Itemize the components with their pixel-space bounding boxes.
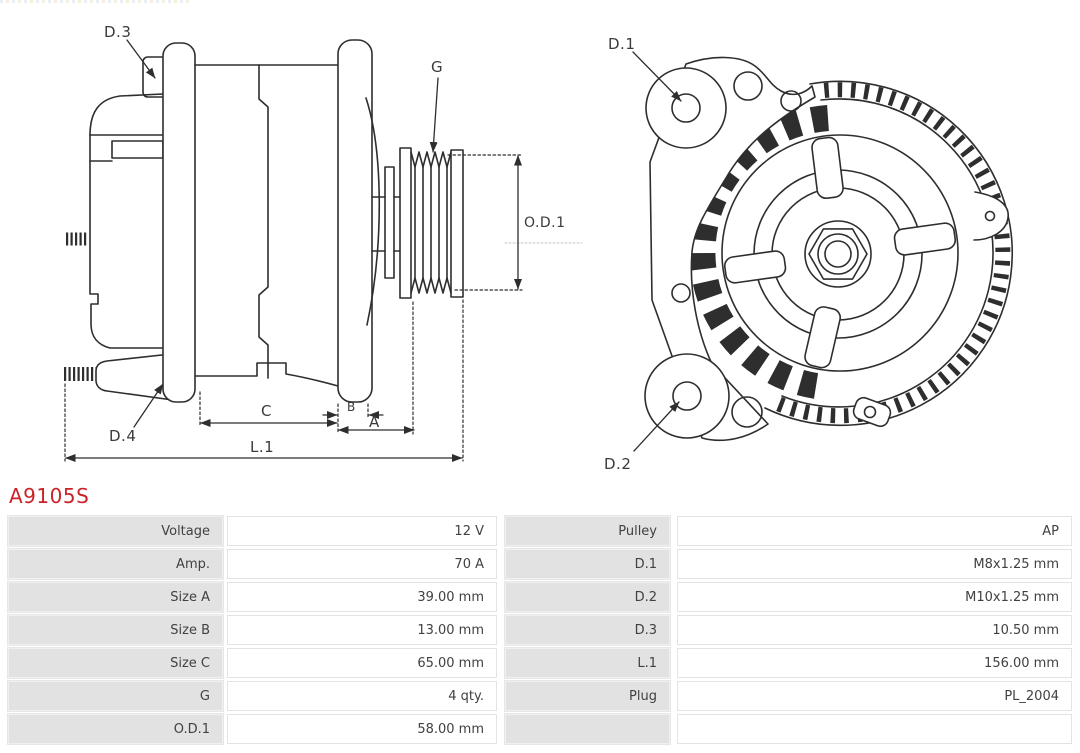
spec-label-cell: Plug [505,681,670,711]
spec-value-cell: 12 V [227,516,497,546]
spec-value-cell [677,714,1072,744]
spec-label-cell: Voltage [8,516,223,546]
spec-label-cell: Size B [8,615,223,645]
spec-value-cell: AP [677,516,1072,546]
spec-value-cell: PL_2004 [677,681,1072,711]
label-d4: D.4 [109,427,137,445]
spec-label-cell [505,714,670,744]
spec-label-cell: D.1 [505,549,670,579]
table-row [8,714,1072,744]
spec-label-cell: Pulley [505,516,670,546]
spec-label-cell: D.2 [505,582,670,612]
rear-housing [90,57,163,348]
spec-value-cell: M8x1.25 mm [677,549,1072,579]
spec-label-cell: Amp. [8,549,223,579]
label-d2: D.2 [604,455,632,473]
spec-value-cell: 4 qty. [227,681,497,711]
spec-label-cell: D.3 [505,615,670,645]
pulley-side [400,148,463,298]
spec-label-cell: Size C [8,648,223,678]
mounting-ear-front [338,40,372,402]
housing-body [195,65,338,386]
label-a: A [369,413,380,431]
table-row [8,582,1072,612]
spec-value-cell: 156.00 mm [677,648,1072,678]
spec-value-cell: 13.00 mm [227,615,497,645]
label-g: G [431,58,444,76]
spec-value-cell: 70 A [227,549,497,579]
table-row [8,648,1072,678]
label-b: B [347,400,356,414]
table-row [8,549,1072,579]
table-row [8,516,1072,546]
spec-label-cell: Size A [8,582,223,612]
spec-value-cell: 65.00 mm [227,648,497,678]
label-l1: L.1 [250,438,275,456]
table-row [8,615,1072,645]
front-view-diagram [633,52,1012,451]
spec-value-cell: M10x1.25 mm [677,582,1072,612]
label-c: C [261,402,272,420]
side-view-diagram [64,40,582,461]
spec-label-cell: O.D.1 [8,714,223,744]
spec-value-cell: 58.00 mm [227,714,497,744]
label-od1: O.D.1 [524,215,566,231]
mounting-ear-rear [163,43,195,402]
label-d3: D.3 [104,23,132,41]
label-d1: D.1 [608,35,636,53]
spec-value-cell: 39.00 mm [227,582,497,612]
spec-value-cell: 10.50 mm [677,615,1072,645]
spec-label-cell: G [8,681,223,711]
spec-label-cell: L.1 [505,648,670,678]
part-number: A9105S [9,484,90,508]
table-row [8,681,1072,711]
spec-table [8,516,1072,747]
